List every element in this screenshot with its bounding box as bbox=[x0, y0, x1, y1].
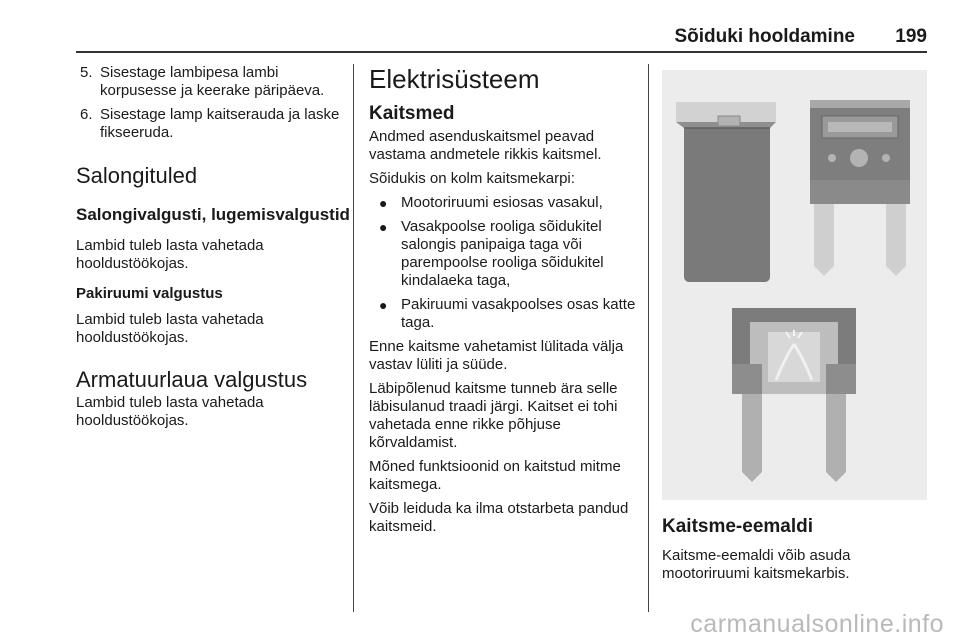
section-title: Sõiduki hooldamine bbox=[674, 26, 855, 47]
column-divider-2 bbox=[648, 64, 649, 612]
column-2 bbox=[369, 64, 639, 536]
paragraph: Võib leiduda ka ilma otstarbeta pandud kaitsmeid. bbox=[369, 500, 629, 535]
paragraph: Mõned funktsioonid on kaitstud mitme kaitsmega. bbox=[369, 458, 621, 493]
cartridge-fuse-icon bbox=[676, 102, 776, 282]
column-divider-1 bbox=[353, 64, 354, 612]
list-item bbox=[369, 296, 639, 332]
paragraph: Enne kaitsme vahetamist lülitada välja vastav lüliti ja süüde. bbox=[369, 338, 624, 373]
watermark-text: carmanualsonline.info bbox=[690, 610, 944, 638]
bullet-icon: ● bbox=[379, 219, 388, 235]
fuse-types-drawing bbox=[662, 70, 927, 500]
paragraph: Sõidukis on kolm kaitsmekarpi: bbox=[369, 170, 575, 187]
page-header bbox=[76, 26, 927, 52]
blade-fuse-icon bbox=[810, 100, 910, 276]
subheading-kaitsmed: Kaitsmed bbox=[369, 103, 455, 124]
list-item-text: Vasakpoolse rooliga sõidukitel salongis panipaiga taga või parempoolse rooliga sõidukitel kindalaeka taga, bbox=[401, 218, 604, 289]
paragraph: Andmed asenduskaitsmel peavad vastama andmetele rikkis kaitsmel. bbox=[369, 128, 602, 163]
heading-salongituled: Salongituled bbox=[76, 163, 198, 188]
subheading-salongivalgusti: Salongivalgusti, lugemisvalgustid bbox=[76, 205, 350, 224]
fuse-illustration bbox=[662, 70, 927, 500]
subheading-pakiruumi: Pakiruumi valgustus bbox=[76, 285, 223, 302]
paragraph: Lambid tuleb lasta vahetada hooldustöökojas. bbox=[76, 237, 264, 272]
heading-kaitsme-eemaldi: Kaitsme-eemaldi bbox=[662, 516, 814, 537]
header-rule bbox=[76, 51, 927, 53]
step-number: 6. bbox=[80, 106, 93, 123]
heading-armatuurlaua: Armatuurlaua valgustus bbox=[76, 367, 308, 392]
column-1 bbox=[76, 64, 350, 430]
paragraph: Läbipõlenud kaitsme tunneb ära selle läbisulanud traadi järgi. Kaitset ei tohi vahetada enne rikke põhjuse kõrvaldamist. bbox=[369, 380, 618, 451]
fusebox-list bbox=[369, 194, 639, 332]
paragraph: Lambid tuleb lasta vahetada hooldustöökojas. bbox=[76, 311, 264, 346]
step-list bbox=[76, 64, 342, 142]
list-item-text: Mootoriruumi esiosas vasakul, bbox=[401, 194, 603, 211]
bullet-icon: ● bbox=[379, 195, 388, 211]
step-text: Sisestage lambipesa lambi korpusesse ja keerake päripäeva. bbox=[100, 64, 325, 99]
list-item bbox=[369, 194, 639, 212]
list-item bbox=[76, 106, 342, 142]
paragraph: Kaitsme-eemaldi võib asuda mootoriruumi kaitsmekarbis. bbox=[662, 547, 851, 582]
paragraph: Lambid tuleb lasta vahetada hooldustöökojas. bbox=[76, 394, 264, 429]
list-item bbox=[369, 218, 639, 290]
heading-elektrisusteem: Elektrisüsteem bbox=[369, 64, 540, 94]
list-item bbox=[76, 64, 342, 100]
page-number: 199 bbox=[895, 26, 927, 47]
bullet-icon: ● bbox=[379, 297, 388, 313]
list-item-text: Pakiruumi vasakpoolses osas katte taga. bbox=[401, 296, 636, 331]
mini-fuse-icon bbox=[732, 308, 856, 482]
step-number: 5. bbox=[80, 64, 93, 81]
step-text: Sisestage lamp kaitserauda ja laske fikseeruda. bbox=[100, 106, 340, 141]
column-3 bbox=[662, 516, 927, 583]
